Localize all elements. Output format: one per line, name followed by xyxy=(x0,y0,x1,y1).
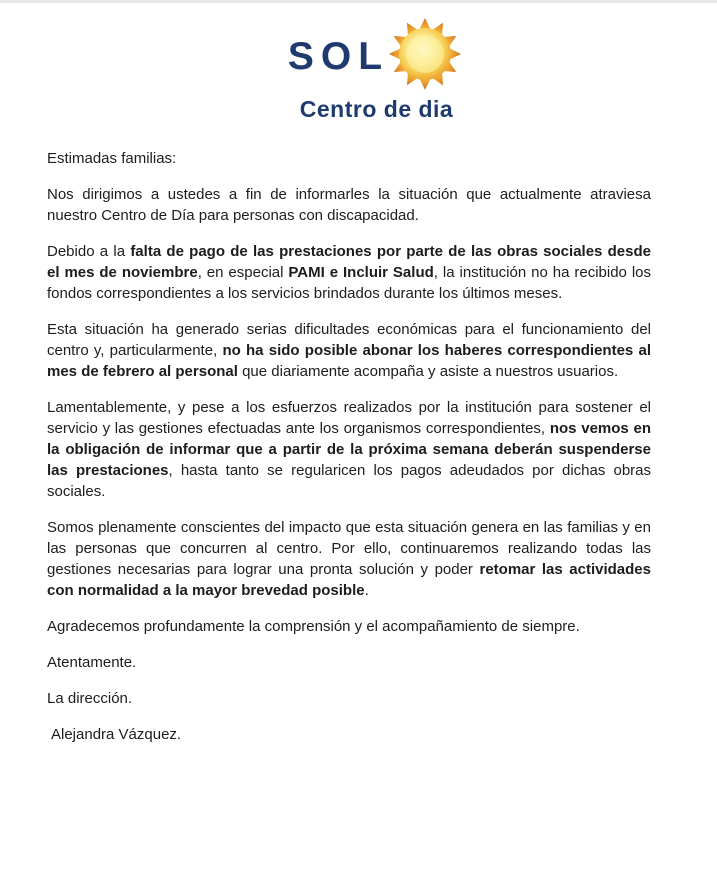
letterhead xyxy=(0,13,717,121)
text-run-bold: PAMI e Incluir Salud xyxy=(288,264,434,281)
paragraph-service-suspension xyxy=(47,397,651,502)
text-run: , la institución no ha recibido los fondos correspondientes a los servicios brindados durante los últimos meses. xyxy=(47,264,651,302)
paragraph-payment-issue xyxy=(47,241,651,304)
paragraph-commitment xyxy=(47,517,651,601)
text-run: Estimadas familias: xyxy=(47,150,177,167)
text-run-bold: nos vemos en la obligación de informar que a partir de la próxima semana deberán suspenderse las prestaciones xyxy=(47,420,651,479)
text-run-bold: falta de pago de las prestaciones por parte de las obras sociales desde el mes de noviembre xyxy=(47,243,651,281)
text-run: Lamentablemente, y pese a los esfuerzos realizados por la institución para sostener el servicio y las gestiones efectuadas ante los organismos correspondientes, xyxy=(47,399,651,437)
paragraph-gratitude xyxy=(47,616,651,637)
sun-icon xyxy=(385,14,465,94)
logo-text: SOL xyxy=(287,34,390,78)
text-run-bold: retomar las actividades con normalidad a la mayor brevedad posible xyxy=(47,561,651,599)
text-run: Agradecemos profundamente la comprensión y el acompañamiento de siempre. xyxy=(47,618,580,635)
signature-name xyxy=(47,724,651,745)
paragraph-economic-difficulties xyxy=(47,319,651,382)
text-run: Esta situación ha generado serias dificultades económicas para el funcionamiento del centro y, particularmente, xyxy=(47,321,651,359)
text-run: Alejandra Vázquez. xyxy=(51,726,182,743)
closing-direction xyxy=(47,688,651,709)
text-run: , en especial xyxy=(197,264,289,281)
text-run: Somos plenamente conscientes del impacto que esta situación genera en las familias y en las personas que concurren al centro. Por ello, continuaremos realizando todas las gestiones necesarias para lograr una pronta solución y poder xyxy=(47,519,651,578)
text-run-bold: no ha sido posible abonar los haberes correspondientes al mes de febrero al personal xyxy=(47,342,652,380)
text-run: Nos dirigimos a ustedes a fin de informarles la situación que actualmente atraviesa nuestro Centro de Día para personas con discapacidad. xyxy=(47,186,651,224)
logo-subtitle: Centro de dia xyxy=(299,96,454,122)
logo xyxy=(288,13,465,95)
paragraph-intro xyxy=(47,184,651,226)
text-run: Atentamente. xyxy=(47,654,137,671)
text-run: La dirección. xyxy=(47,690,133,707)
closing-atentamente xyxy=(47,652,651,673)
text-run: , hasta tanto se regularicen los pagos adeudados por dichas obras sociales. xyxy=(47,462,651,500)
text-run: que diariamente acompaña y asiste a nuestros usuarios. xyxy=(237,363,619,380)
text-run: Debido a la xyxy=(47,243,131,260)
letter-body xyxy=(47,148,651,745)
text-run: . xyxy=(364,582,369,599)
salutation xyxy=(47,148,651,169)
top-divider xyxy=(0,0,717,3)
